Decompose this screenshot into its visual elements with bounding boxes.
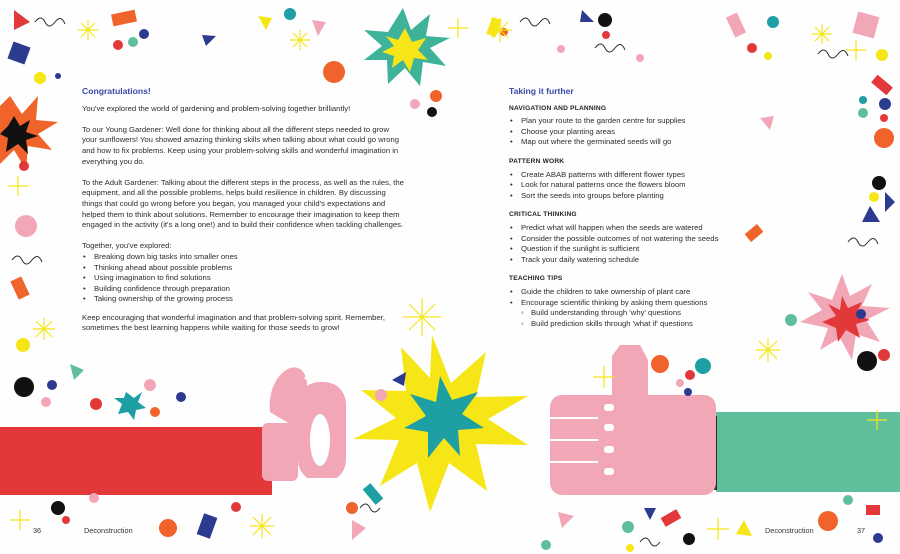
section-title-navigation: NAVIGATION AND PLANNING: [509, 104, 607, 112]
list-item: • Create ABAB patterns with different flower types: [509, 170, 764, 181]
list-item: • Encourage scientific thinking by asking them questions: [509, 298, 764, 309]
critical-thinking-list: [509, 223, 764, 265]
right-page-heading: Taking it further: [509, 86, 574, 96]
pattern-work-list: [509, 170, 764, 202]
list-item: • Predict what will happen when the seeds are watered: [509, 223, 764, 234]
left-orange-starburst: [0, 96, 58, 170]
section-title-teaching-tips: TEACHING TIPS: [509, 275, 563, 283]
left-running-footer: Deconstruction: [84, 526, 133, 535]
list-item: • Track your daily watering schedule: [509, 255, 764, 266]
red-sleeve: [0, 427, 272, 495]
closing-paragraph: Keep encouraging that wonderful imagination and that problem-solving spirit. Remember, sometimes the best learning happens while waiting for those seeds to grow!: [82, 312, 385, 333]
list-item: • Guide the children to take ownership of plant care: [509, 287, 764, 298]
left-page-number: 36: [33, 526, 42, 535]
list-item: • Map out where the germinated seeds will go: [509, 137, 764, 148]
thumbs-up-illustration: [550, 345, 716, 495]
right-page-text: [509, 86, 764, 338]
list-item: • Using imagination to find solutions: [82, 273, 404, 284]
list-item: • Breaking down big tasks into smaller ones: [82, 252, 404, 263]
adult-gardener-paragraph: To the Adult Gardener: Talking about the different steps in the process, as well as the rules, the equipment, and all the possible problems, helps build resilience in children. By discussing things that could go wrong before you began, you managed your child's expectations and helped them to think about solutions. Remember to encourage their imagination to keep them engaged in the activity (it's a long one!) and to build their confidence when tackling challenges.: [82, 177, 404, 230]
explored-intro: Together, you've explored:: [82, 241, 172, 251]
left-page-heading: Congratulations!: [82, 86, 151, 96]
list-item: • Plan your route to the garden centre for supplies: [509, 116, 764, 127]
list-item: • Sort the seeds into groups before planting: [509, 191, 764, 202]
list-item: • Taking ownership of the growing process: [82, 294, 404, 305]
top-teal-starburst: [364, 8, 450, 86]
intro-paragraph: You've explored the world of gardening and problem-solving together brilliantly!: [82, 103, 351, 113]
section-title-pattern-work: PATTERN WORK: [509, 157, 565, 165]
teaching-tips-list: [509, 287, 764, 329]
explored-list: [82, 252, 404, 305]
ok-hand-illustration: [262, 367, 346, 486]
list-item: • Consider the possible outcomes of not watering the seeds: [509, 234, 764, 245]
central-starburst: [353, 335, 528, 512]
nested-list-item: ◦ Build understanding through 'why' questions: [509, 308, 764, 319]
right-pink-starburst: [800, 274, 890, 360]
list-item: • Look for natural patterns once the flowers bloom: [509, 180, 764, 191]
section-title-critical-thinking: CRITICAL THINKING: [509, 211, 577, 219]
left-page-text: [82, 86, 404, 345]
list-item: • Thinking ahead about possible problems: [82, 263, 404, 274]
list-item: • Choose your planting areas: [509, 127, 764, 138]
list-item: • Building confidence through preparation: [82, 284, 404, 295]
teal-sleeve: [716, 412, 900, 492]
right-page-number: 37: [857, 526, 866, 535]
nested-list-item: ◦ Build prediction skills through 'what if' questions: [509, 319, 764, 330]
navigation-list: [509, 116, 764, 148]
right-running-footer: Deconstruction: [765, 526, 814, 535]
young-gardener-paragraph: To our Young Gardener: Well done for thinking about all the different steps needed to grow your sunflowers! You showed amazing thinking skills when talking about what could go wrong and how to fix problems. Keep using your problem-solving skills and wonderful imagination in everything you do.: [82, 124, 400, 166]
list-item: • Question if the sunlight is sufficient: [509, 244, 764, 255]
